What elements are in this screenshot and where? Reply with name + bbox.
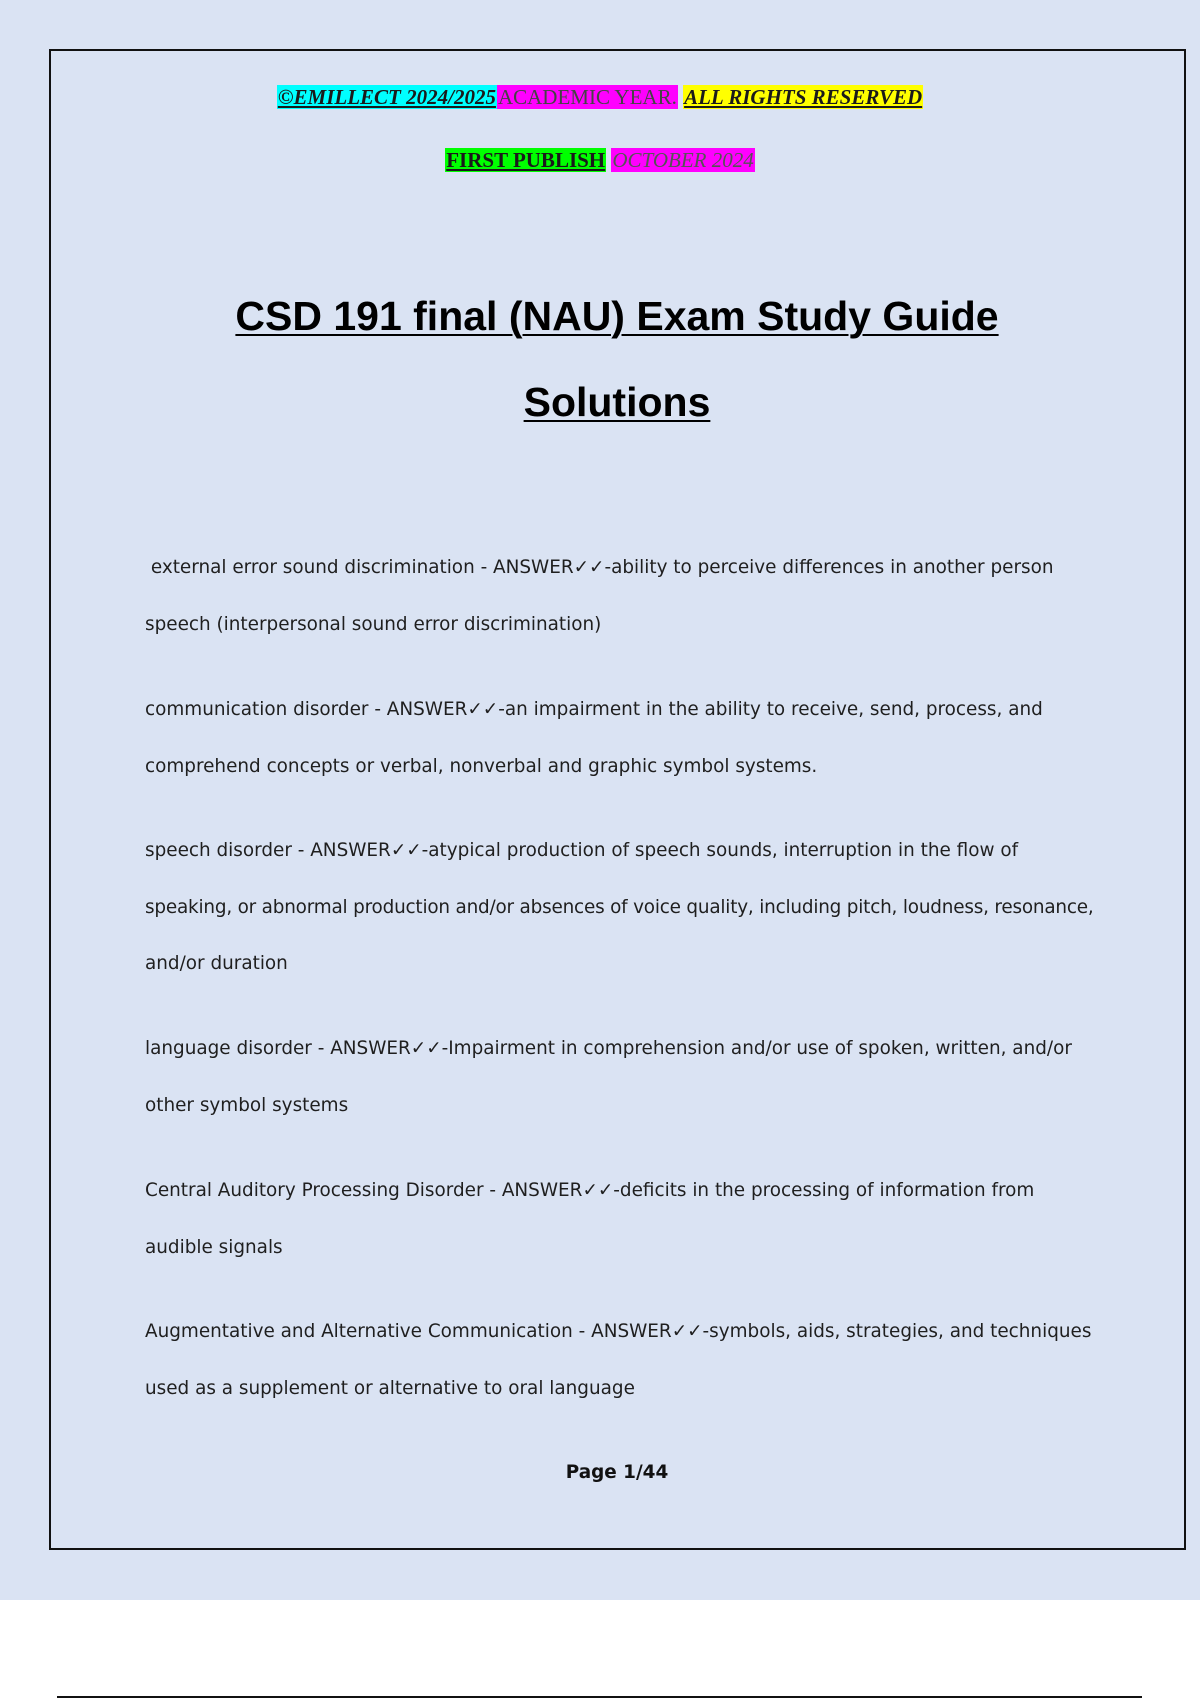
next-page-divider	[57, 1696, 1142, 1698]
page-number: Page 1/44	[565, 1462, 669, 1483]
document-title-line-1: CSD 191 final (NAU) Exam Study Guide	[235, 293, 999, 339]
document-title-line-2: Solutions	[523, 379, 711, 425]
copyright-text: ©EMILLECT 2024/2025	[277, 85, 496, 109]
rights-reserved-text: ALL RIGHTS RESERVED	[684, 85, 923, 109]
qa-entry-line: comprehend concepts or verbal, nonverbal and graphic symbol systems.	[145, 755, 818, 777]
qa-entry-line: language disorder - ANSWER✓✓-Impairment in comprehension and/or use of spoken, written, and/or	[145, 1038, 1072, 1059]
qa-entry-line: speech (interpersonal sound error discrimination)	[145, 613, 602, 635]
qa-entry-line: other symbol systems	[145, 1094, 349, 1116]
qa-entry-line: Augmentative and Alternative Communication - ANSWER✓✓-symbols, aids, strategies, and techniques	[145, 1321, 1092, 1342]
qa-entry-line: external error sound discrimination - ANSWER✓✓-ability to perceive differences in another person	[145, 557, 1054, 578]
qa-entry	[145, 682, 1095, 795]
first-publish-text: FIRST PUBLISH	[446, 148, 606, 172]
qa-entry-line: audible signals	[145, 1236, 283, 1258]
qa-entry-line: speaking, or abnormal production and/or absences of voice quality, including pitch, loudness, resonance,	[145, 896, 1094, 918]
qa-entry-line: communication disorder - ANSWER✓✓-an impairment in the ability to receive, send, process, and	[145, 699, 1043, 720]
copyright-banner	[0, 84, 1200, 110]
qa-entry	[145, 1304, 1095, 1417]
qa-entry-line: used as a supplement or alternative to oral language	[145, 1377, 635, 1399]
publish-banner	[0, 147, 1200, 173]
qa-entry-line: Central Auditory Processing Disorder - ANSWER✓✓-deficits in the processing of information from	[145, 1180, 1035, 1201]
qa-entry	[145, 1163, 1095, 1276]
academic-year-text: ACADEMIC YEAR.	[497, 85, 677, 109]
qa-entry	[145, 540, 1095, 653]
qa-entry	[145, 1021, 1095, 1134]
qa-entry-line: and/or duration	[145, 953, 288, 974]
qa-entry	[145, 823, 1105, 993]
publish-date-text: OCTOBER 2024	[612, 148, 754, 172]
qa-entry-line: speech disorder - ANSWER✓✓-atypical production of speech sounds, interruption in the flow of	[145, 840, 1019, 861]
